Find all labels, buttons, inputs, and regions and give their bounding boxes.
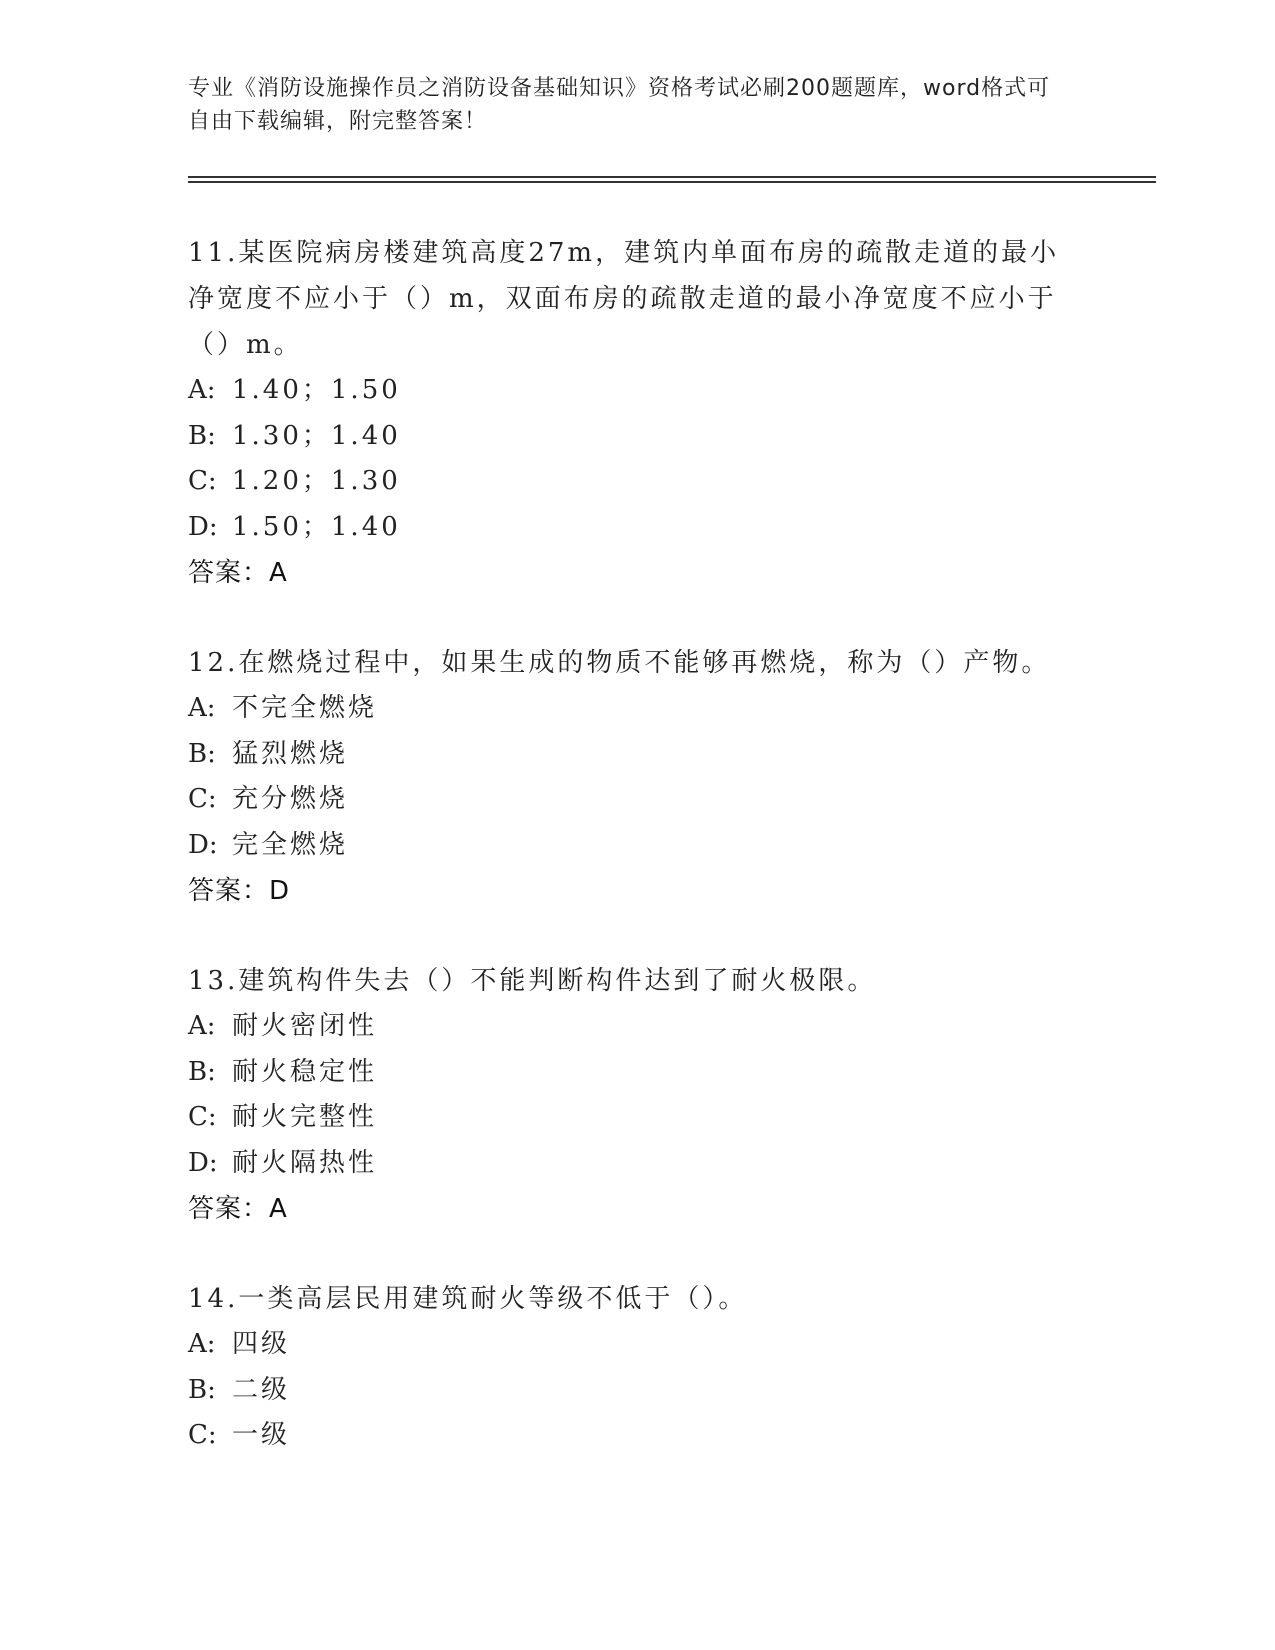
option-c xyxy=(188,1413,1068,1459)
option-d xyxy=(188,1141,1068,1187)
question-list xyxy=(188,230,1068,1503)
option-letter: C: xyxy=(188,1420,217,1450)
option-text: 1.20；1.30 xyxy=(232,466,401,496)
option-letter: C: xyxy=(188,466,217,496)
option-text: 完全燃烧 xyxy=(232,829,349,860)
question-stem: 13.建筑构件失去（）不能判断构件达到了耐火极限。 xyxy=(188,966,877,996)
option-b xyxy=(188,1050,1068,1096)
option-c xyxy=(188,459,1068,505)
answer-line: 答案：A xyxy=(188,1194,288,1224)
option-letter: B: xyxy=(188,1374,216,1405)
question-11 xyxy=(188,230,1068,596)
option-letter: A: xyxy=(188,693,216,723)
option-text: 一级 xyxy=(232,1420,291,1450)
option-letter: B: xyxy=(188,420,216,451)
option-letter: A: xyxy=(188,1011,216,1041)
option-a xyxy=(188,1004,1068,1050)
option-a xyxy=(188,1322,1068,1368)
answer-line: 答案：D xyxy=(188,876,291,906)
option-text: 耐火密闭性 xyxy=(232,1011,378,1041)
option-letter: B: xyxy=(188,738,216,769)
option-text: 1.40；1.50 xyxy=(232,375,401,405)
document-header: 专业《消防设施操作员之消防设备基础知识》资格考试必刷200题题库，word格式可自由下载编辑，附完整答案！ xyxy=(188,76,1051,134)
option-c xyxy=(188,1095,1068,1141)
option-text: 二级 xyxy=(232,1374,291,1405)
option-letter: D: xyxy=(188,829,218,860)
option-text: 充分燃烧 xyxy=(232,784,349,814)
option-text: 猛烈燃烧 xyxy=(232,738,349,769)
option-letter: B: xyxy=(188,1056,216,1087)
option-d xyxy=(188,823,1068,869)
option-a xyxy=(188,686,1068,732)
option-letter: C: xyxy=(188,784,217,814)
option-a xyxy=(188,368,1068,414)
option-b xyxy=(188,1368,1068,1414)
option-b xyxy=(188,414,1068,460)
question-12 xyxy=(188,640,1068,914)
option-text: 1.30；1.40 xyxy=(232,420,401,451)
option-letter: A: xyxy=(188,375,216,405)
option-text: 耐火稳定性 xyxy=(232,1056,378,1087)
option-letter: C: xyxy=(188,1102,217,1132)
option-letter: D: xyxy=(188,1147,218,1178)
option-text: 1.50；1.40 xyxy=(232,511,401,542)
header-divider-top xyxy=(188,176,1156,178)
option-text: 不完全燃烧 xyxy=(232,693,378,723)
option-c xyxy=(188,777,1068,823)
header-divider-bottom xyxy=(188,181,1156,183)
option-letter: D: xyxy=(188,511,218,542)
question-stem: 11.某医院病房楼建筑高度27m，建筑内单面布房的疏散走道的最小净宽度不应小于（）m，双面布房的疏散走道的最小净宽度不应小于（）m。 xyxy=(188,238,1060,360)
option-letter: A: xyxy=(188,1329,216,1359)
option-text: 四级 xyxy=(232,1329,291,1359)
option-text: 耐火隔热性 xyxy=(232,1147,378,1178)
answer-line: 答案：A xyxy=(188,558,288,588)
option-text: 耐火完整性 xyxy=(232,1102,378,1132)
option-b xyxy=(188,732,1068,778)
question-13 xyxy=(188,958,1068,1232)
question-14 xyxy=(188,1276,1068,1459)
question-stem: 14.一类高层民用建筑耐火等级不低于（）。 xyxy=(188,1284,748,1314)
question-stem: 12.在燃烧过程中，如果生成的物质不能够再燃烧，称为（）产物。 xyxy=(188,648,1051,678)
option-d xyxy=(188,505,1068,551)
